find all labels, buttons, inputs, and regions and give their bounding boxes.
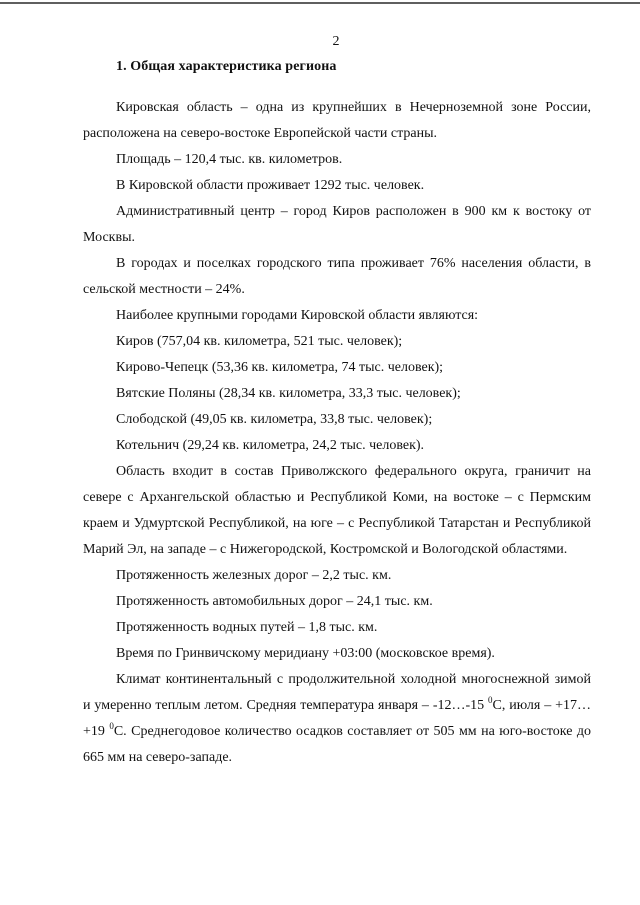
top-border-line xyxy=(0,2,640,4)
list-item-city: Киров (757,04 кв. километра, 521 тыс. человек); xyxy=(116,334,403,349)
paragraph-borders: Область входит в состав Приволжского федерального округа, граничит на севере с Архангельской областью и Республикой Коми, на востоке – с Пермским краем и Удмуртской Республикой, на юге – с Республикой Татарстан и Республикой Марий Эл, на западе – с Нижегородской, Костромской и Вологодской областями. xyxy=(83,464,591,557)
paragraph-area: Площадь – 120,4 тыс. кв. километров. xyxy=(116,152,343,167)
paragraph-intro: Кировская область – одна из крупнейших в Нечерноземной зоне России, расположена на северо-востоке Европейской части страны. xyxy=(83,100,591,141)
paragraph-time-zone: Время по Гринвичскому меридиану +03:00 (московское время). xyxy=(116,646,495,661)
paragraph-railways: Протяженность железных дорог – 2,2 тыс. км. xyxy=(116,568,392,583)
paragraph-urban-rural: В городах и поселках городского типа проживает 76% населения области, в сельской местности – 24%. xyxy=(83,256,591,297)
document-body xyxy=(83,95,591,771)
list-item-city: Котельнич (29,24 кв. километра, 24,2 тыс. человек). xyxy=(116,438,425,453)
paragraph-population: В Кировской области проживает 1292 тыс. человек. xyxy=(116,178,425,193)
paragraph-waterways: Протяженность водных путей – 1,8 тыс. км. xyxy=(116,620,378,635)
list-item-city: Слободской (49,05 кв. километра, 33,8 тыс. человек); xyxy=(116,412,433,427)
list-item-city: Вятские Поляны (28,34 кв. километра, 33,3 тыс. человек); xyxy=(116,386,461,401)
climate-text-part: С. Среднегодовое количество осадков составляет от 505 мм на юго-востоке до 665 мм на северо-западе. xyxy=(83,724,591,765)
paragraph-climate xyxy=(83,667,591,771)
list-item-city: Кирово-Чепецк (53,36 кв. километра, 74 тыс. человек); xyxy=(116,360,444,375)
paragraph-admin-center: Административный центр – город Киров расположен в 900 км к востоку от Москвы. xyxy=(83,204,591,245)
degree-superscript: 0 xyxy=(109,721,114,731)
paragraph-cities-intro: Наиболее крупными городами Кировской области являются: xyxy=(116,308,479,323)
section-heading: 1. Общая характеристика региона xyxy=(116,59,337,74)
paragraph-roads: Протяженность автомобильных дорог – 24,1 тыс. км. xyxy=(116,594,433,609)
climate-text-part: Климат континентальный с продолжительной холодной многоснежной зимой и умеренно теплым летом. Средняя температура января – -12…-15 xyxy=(83,672,591,713)
page-number: 2 xyxy=(332,34,340,49)
degree-superscript: 0 xyxy=(488,695,493,705)
climate-text-part: С, июля – +17…+19 xyxy=(83,698,591,739)
